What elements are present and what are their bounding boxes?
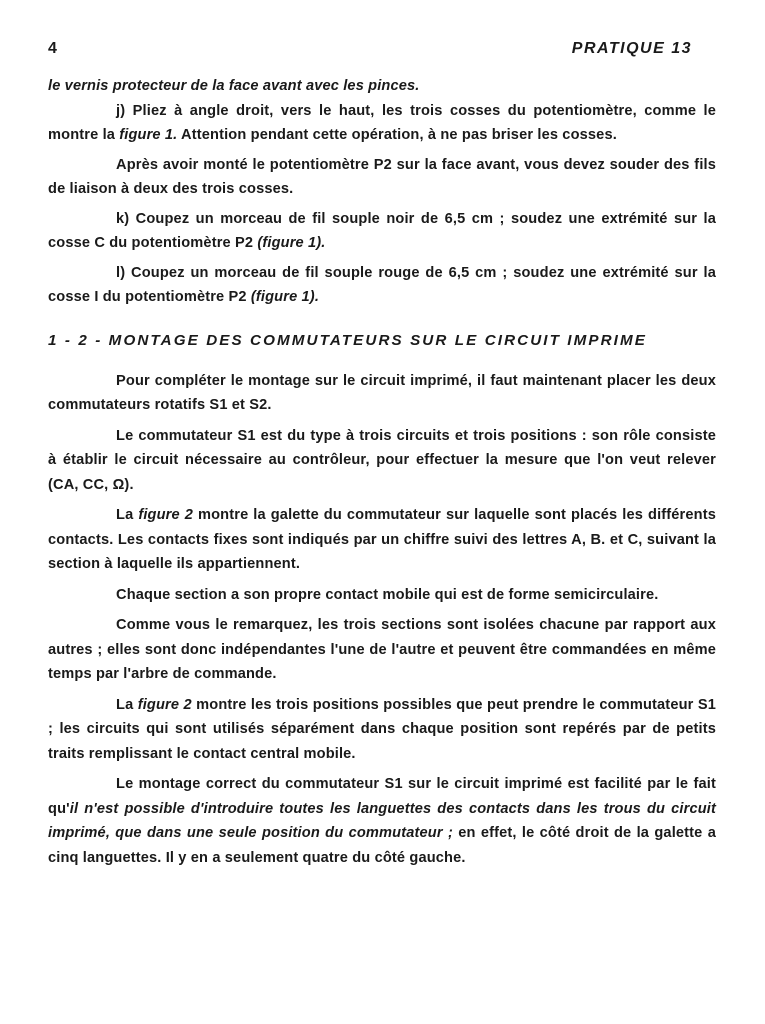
page-number: 4 bbox=[48, 40, 57, 57]
paragraph-figure-2-positions bbox=[48, 693, 716, 767]
figure-reference: (figure 1). bbox=[250, 289, 320, 305]
figure-reference: figure 2 bbox=[137, 696, 192, 713]
mounting-emphasis: il n'est possible d'introduire toutes les languettes des contacts dans les trous du circuit imprimé, que dans une seule position du commutateur ; bbox=[48, 800, 716, 841]
paragraph-intro-switches: Pour compléter le montage sur le circuit imprimé, il faut maintenant placer les deux commutateurs rotatifs S1 et S2. bbox=[48, 372, 716, 413]
paragraph-correct-mounting bbox=[48, 772, 716, 870]
figure-reference: figure 1. bbox=[119, 127, 178, 143]
mounting-text-start: Le montage correct du commutateur S1 sur le circuit imprimé est facilité par le fait qu' bbox=[48, 776, 716, 817]
paragraph-mobile-contact: Chaque section a son propre contact mobile qui est de forme semicirculaire. bbox=[116, 586, 659, 603]
positions-text-start: La bbox=[116, 696, 138, 713]
figure-reference: figure 2 bbox=[138, 507, 193, 523]
paragraph-figure-2-contacts bbox=[48, 503, 716, 577]
running-title: PRATIQUE 13 bbox=[571, 40, 692, 57]
paragraph-isolated-sections: Comme vous le remarquez, les trois sections sont isolées chacune par rapport aux autres ; elles sont donc indépendantes l'une de l'autre et peuvent être commandées en même temps par l'arbre de commande. bbox=[48, 617, 716, 682]
step-j-text-end: Attention pendant cette opération, à ne pas briser les cosses. bbox=[177, 127, 617, 143]
paragraph-continuation: le vernis protecteur de la face avant avec les pinces. bbox=[48, 78, 420, 94]
paragraph-solder-wires: Après avoir monté le potentiomètre P2 sur la face avant, vous devez souder des fils de liaison à deux des trois cosses. bbox=[48, 156, 716, 197]
paragraph-switch-s1: Le commutateur S1 est du type à trois circuits et trois positions : son rôle consiste à établir le circuit nécessaire au contrôleur, pour effectuer la mesure que l'on veut relever (CA, CC, Ω). bbox=[48, 427, 716, 493]
figure-reference: (figure 1). bbox=[257, 235, 326, 251]
mounting-text-end: en effet, le côté droit de la galette a cinq languettes. Il y en a seulement quatre du côté gauche. bbox=[48, 825, 716, 866]
paragraph-step-l bbox=[48, 261, 716, 310]
page-header bbox=[48, 40, 716, 74]
paragraph-step-k bbox=[48, 207, 716, 256]
section-heading: 1 - 2 - MONTAGE DES COMMUTATEURS SUR LE CIRCUIT IMPRIME bbox=[48, 331, 647, 349]
paragraph-step-j bbox=[48, 99, 716, 148]
step-j-text: j) Pliez à angle droit, vers le haut, les trois cosses du potentiomètre, comme le montre la bbox=[48, 102, 716, 143]
step-l-text: l) Coupez un morceau de fil souple rouge de 6,5 cm ; soudez une extrémité sur la cosse I du potentiomètre P2 bbox=[48, 264, 716, 305]
figure-2-text-end: montre la galette du commutateur sur laquelle sont placés les différents contacts. Les contacts fixes sont indiqués par un chiffre suivi des lettres A, B. et C, suivant la section à laquelle ils appartiennent. bbox=[48, 507, 716, 572]
step-k-text: k) Coupez un morceau de fil souple noir de 6,5 cm ; soudez une extrémité sur la cosse C du potentiomètre P2 bbox=[48, 210, 716, 251]
positions-text-end: montre les trois positions possibles que peut prendre le commutateur S1 ; les circuits qui sont utilisés séparément dans chaque position sont repérés par de petits traits remplissant le contact central mobile. bbox=[48, 696, 716, 762]
figure-2-text-start: La bbox=[116, 507, 139, 523]
document-page bbox=[48, 40, 716, 1000]
